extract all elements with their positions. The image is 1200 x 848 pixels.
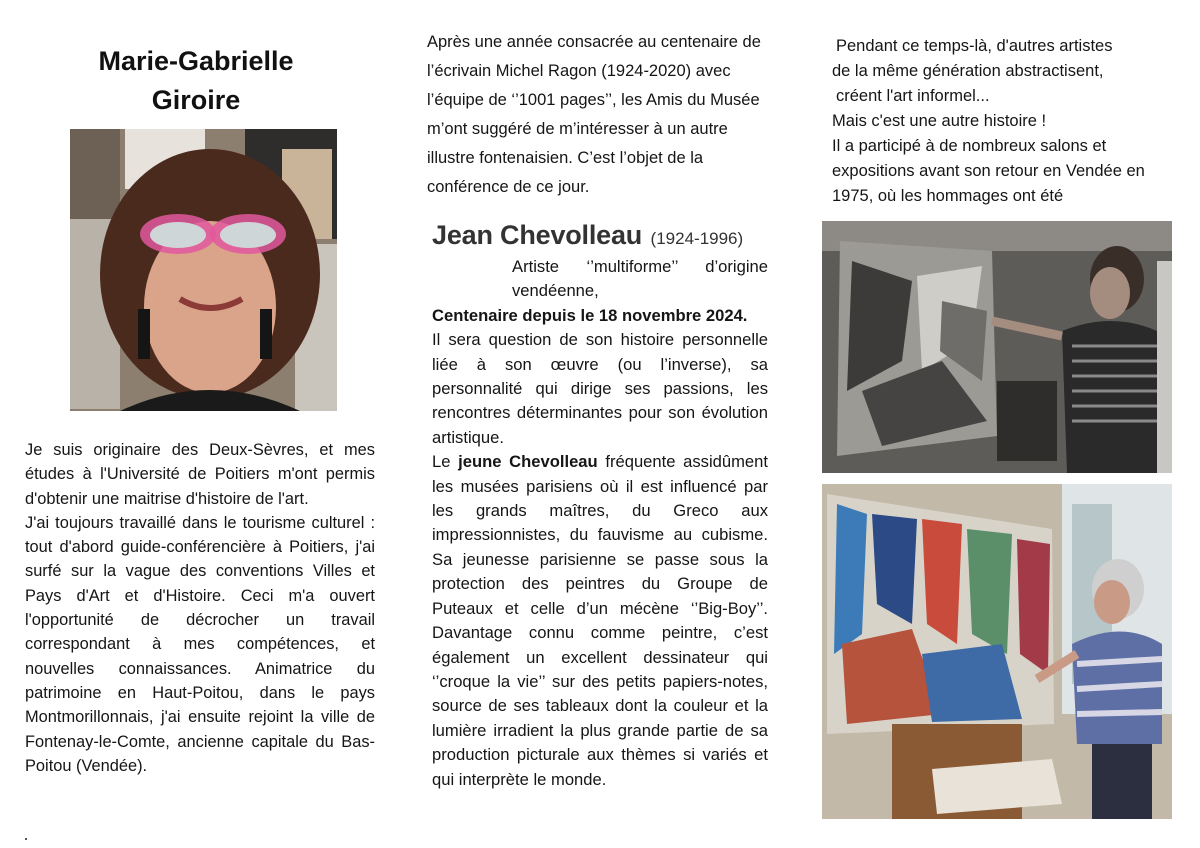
right-line-4: Mais c'est une autre histoire ! — [832, 112, 1047, 130]
subject-description — [432, 255, 768, 792]
bw-photo-illustration — [822, 221, 1172, 473]
p3-bold: jeune Chevolleau — [458, 452, 598, 472]
centenaire-line: Centenaire depuis le 18 novembre 2024. — [432, 305, 748, 325]
description-paragraph-2: Il sera question de son histoire personnelle liée à son œuvre (ou l’inverse), sa personnalité qui dirige ses passions, les rencontres déterminantes pour son évolution artistique. — [432, 330, 768, 447]
painter-color-photo — [822, 484, 1172, 819]
description-paragraph-1: Artiste ‘’multiforme’’ d’origine vendéenne, — [512, 257, 768, 301]
right-line-2: de la même génération abstractisent, — [832, 62, 1104, 80]
painter-bw-photo — [822, 221, 1172, 473]
author-biography — [25, 438, 375, 778]
bio-paragraph-2: J'ai toujours travaillé dans le tourisme culturel : tout d'abord guide-conférencière à Poitiers, j'ai surfé sur la vague des conventions Villes et Pays d'Art et d'Histoire. Ceci m'a ouvert l'opportunité de décrocher un travail correspondant à mes compétences, et nouvelles connaissances. Animatrice du patrimoine en Haut-Poitou, dans le pays Montmorillonnais, j'ai ensuite rejoint la ville de Fontenay-le-Comte, ancienne capitale du Bas-Poitou (Vendée). — [25, 513, 375, 775]
description-paragraph-3 — [432, 450, 768, 792]
stray-dot — [25, 838, 27, 840]
intro-paragraph: Après une année consacrée au centenaire de l’écrivain Michel Ragon (1924-2020) avec l’équipe de ‘’1001 pages’’, les Amis du Musée m’ont suggéré de m’intéresser à un autre illustre fontenaisien. C’est l’objet de la conférence de ce jour. — [427, 33, 761, 196]
right-line-3: créent l'art informel... — [836, 87, 990, 105]
p3-rest: fréquente assidûment les musées parisiens où il est influencé par les grands maîtres, du Greco aux impressionnistes, du fauvisme au cubisme. Sa jeunesse parisienne se passe sous la protection des peintres du Groupe de Puteaux et celle d’un mécène ‘’Big-Boy’’. Davantage connu comme peintre, c’est également un excellent dessinateur qui ‘’croque la vie’’ sur des petits papiers-notes, source de ses tableaux dont la couleur et la lumière irradient la plus grande partie de sa production picturale aux thèmes si variés et qui interprète le monde. — [432, 452, 769, 789]
author-last-name: Giroire — [151, 85, 241, 115]
subject-dates: (1924-1996) — [650, 229, 744, 248]
bio-paragraph-1: Je suis originaire des Deux-Sèvres, et mes études à l'Université de Poitiers m'ont permis d'obtenir une maitrise d'histoire de l'art. — [25, 441, 375, 508]
author-portrait-photo — [70, 129, 337, 411]
right-paragraph-2: Il a participé à de nombreux salons et expositions avant son retour en Vendée en 1975, où les hommages ont été — [832, 137, 1145, 205]
author-name-heading — [50, 42, 342, 120]
p3-lead: Le — [432, 452, 459, 472]
right-text-block — [832, 34, 1182, 209]
right-line-1: Pendant ce temps-là, d'autres artistes — [836, 37, 1113, 55]
author-first-name: Marie-Gabrielle — [98, 46, 294, 76]
subject-heading — [432, 220, 792, 251]
portrait-illustration — [70, 129, 337, 411]
color-photo-illustration — [822, 484, 1172, 819]
subject-name: Jean Chevolleau — [432, 220, 643, 250]
